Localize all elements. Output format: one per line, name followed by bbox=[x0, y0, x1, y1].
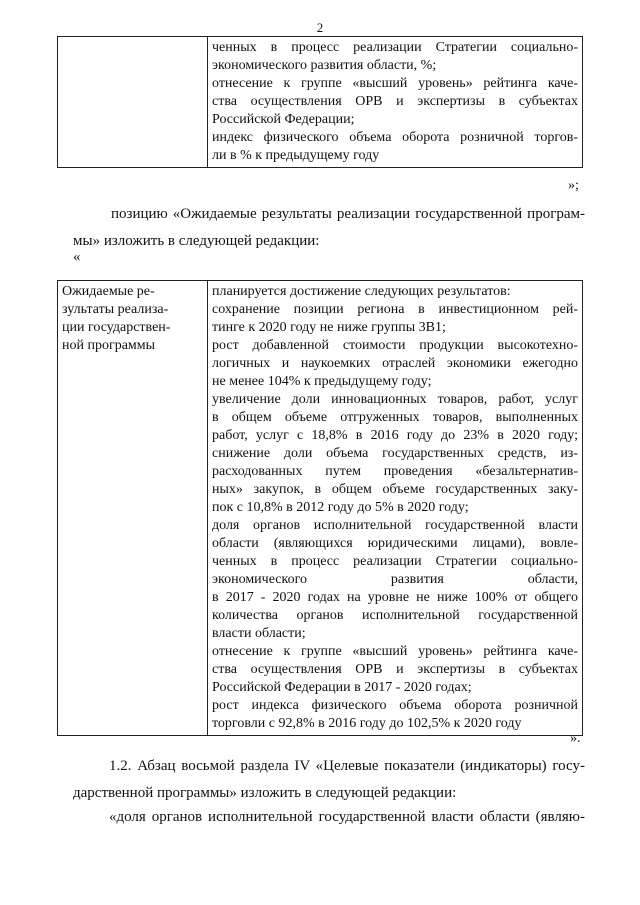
table-cell-content bbox=[208, 281, 583, 736]
table-line: снижение доли объема государственных средств, из- bbox=[212, 446, 578, 461]
table-line: Российской Федерации; bbox=[212, 112, 355, 127]
table-line: доля органов исполнительной государственной власти bbox=[212, 518, 578, 533]
table-line: ли в % к предыдущему году bbox=[212, 148, 380, 163]
table-line: индекс физического объема оборота розничной торгов- bbox=[212, 130, 578, 145]
continued-table bbox=[57, 36, 583, 168]
table-line: ченных в процесс реализации Стратегии социально- bbox=[212, 40, 578, 55]
table-line: власти области; bbox=[212, 626, 306, 641]
table-line: рост добавленной стоимости продукции высокотехно- bbox=[212, 338, 578, 353]
table-cell-content bbox=[208, 37, 583, 168]
paragraph-line: позицию «Ожидаемые результаты реализации государственной програм- bbox=[111, 206, 585, 222]
table-line: в 2017 - 2020 годах на уровне не ниже 100% от общего bbox=[212, 590, 578, 605]
table-line: экономического развития области, %; bbox=[212, 58, 437, 73]
table-line: экономического развития области, bbox=[212, 572, 578, 587]
label-line: ции государствен- bbox=[62, 320, 171, 335]
table-line: работ, услуг с 18,8% в 2016 году до 23% в 2020 году; bbox=[212, 428, 578, 443]
table-line: пок с 10,8% в 2012 году до 5% в 2020 году; bbox=[212, 500, 469, 515]
table-line: торговли с 92,8% в 2016 году до 102,5% к 2020 году bbox=[212, 716, 522, 731]
label-line: Ожидаемые ре- bbox=[62, 284, 155, 299]
page-number: 2 bbox=[316, 20, 324, 35]
table-line: ства осуществления ОРВ и экспертизы в субъектах bbox=[212, 662, 578, 677]
section-1-2-paragraph bbox=[73, 753, 585, 807]
table-line: тинге к 2020 году не ниже группы 3В1; bbox=[212, 320, 446, 335]
table-line: увеличение доли инновационных товаров, работ, услуг bbox=[212, 392, 578, 407]
table-cell-empty bbox=[58, 37, 208, 168]
table-line: рост индекса физического объема оборота розничной bbox=[212, 698, 578, 713]
closing-quote: ». bbox=[570, 731, 581, 746]
table-line: ства осуществления ОРВ и экспертизы в субъектах bbox=[212, 94, 578, 109]
intro-paragraph bbox=[73, 201, 585, 255]
table-line: количества органов исполнительной государственной bbox=[212, 608, 578, 623]
table-line: в общем объеме отгруженных товаров, выполненных bbox=[212, 410, 578, 425]
table-line: сохранение позиции региона в инвестиционном рей- bbox=[212, 302, 578, 317]
table-cell-label bbox=[58, 281, 208, 736]
table-line: планируется достижение следующих результатов: bbox=[212, 284, 511, 299]
paragraph-line: мы» изложить в следующей редакции: bbox=[73, 233, 320, 249]
closing-quote: »; bbox=[568, 178, 579, 193]
table-line: Российской Федерации в 2017 - 2020 годах; bbox=[212, 680, 472, 695]
results-table bbox=[57, 280, 583, 736]
label-line: ной программы bbox=[62, 338, 156, 353]
paragraph-line: «доля органов исполнительной государственной власти области (являю- bbox=[109, 809, 585, 825]
table-line: расходованных путем проведения «безальтернатив- bbox=[212, 464, 578, 479]
opening-quote: « bbox=[73, 249, 81, 265]
table-line: ченных в процесс реализации Стратегии социально- bbox=[212, 554, 578, 569]
table-line: ных» закупок, в общем объеме государственных заку- bbox=[212, 482, 578, 497]
paragraph-line: дарственной программы» изложить в следующей редакции: bbox=[73, 785, 457, 801]
last-paragraph bbox=[73, 804, 585, 831]
table-line: отнесение к группе «высший уровень» рейтинга каче- bbox=[212, 76, 578, 91]
label-line: зультаты реализа- bbox=[62, 302, 169, 317]
table-line: не менее 104% к предыдущему году; bbox=[212, 374, 432, 389]
table-line: отнесение к группе «высший уровень» рейтинга каче- bbox=[212, 644, 578, 659]
table-line: логичных и наукоемких отраслей экономики ежегодно bbox=[212, 356, 578, 371]
paragraph-line: 1.2. Абзац восьмой раздела IV «Целевые показатели (индикаторы) госу- bbox=[109, 758, 585, 774]
table-line: области (являющихся юридическими лицами), вовле- bbox=[212, 536, 578, 551]
